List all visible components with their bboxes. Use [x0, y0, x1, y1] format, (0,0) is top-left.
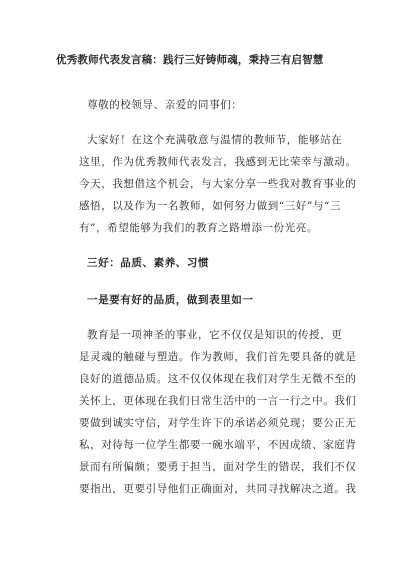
subheading: 一是要有好的品质，做到表里如一: [87, 294, 254, 306]
intro-line: 这里，作为优秀教师代表发言，我感到无比荣幸与激动。: [79, 156, 357, 168]
body-line: 景而有所偏颇；要勇于担当，面对学生的错误，我们不仅: [79, 461, 357, 473]
body-line: 要做到诚实守信，对学生许下的承诺必须兑现；要公正无: [79, 417, 357, 429]
body-line: 要指出，更要引导他们正确面对，共同寻找解决之道。我: [79, 483, 357, 495]
intro-line: 有”，希望能够为我们的教育之路增添一份光亮。: [79, 222, 319, 234]
section-heading: 三好：品质、素养、习惯: [87, 257, 210, 269]
intro-line: 大家好！在这个充满敬意与温情的教师节，能够站在: [87, 134, 343, 146]
body-line: 良好的道德品质。这不仅仅体现在我们对学生无微不至的: [79, 373, 357, 385]
body-line: 教育是一项神圣的事业，它不仅仅是知识的传授，更: [87, 329, 343, 341]
intro-line: 今天，我想借这个机会，与大家分享一些我对教育事业的: [79, 178, 357, 190]
body-line: 私，对待每一位学生都要一碗水端平，不因成绩、家庭背: [79, 439, 357, 451]
body-line: 关怀上，更体现在我们日常生活中的一言一行之中。我们: [79, 395, 357, 407]
intro-line: 感悟，以及作为一名教师，如何努力做到“三好”与“三: [79, 200, 342, 212]
body-line: 是灵魂的触碰与塑造。作为教师，我们首先要具备的就是: [79, 351, 357, 363]
document-title: 优秀教师代表发言稿：践行三好铸师魂，秉持三有启智慧: [56, 54, 324, 66]
greeting-line: 尊敬的校领导、亲爱的同事们：: [87, 99, 243, 111]
